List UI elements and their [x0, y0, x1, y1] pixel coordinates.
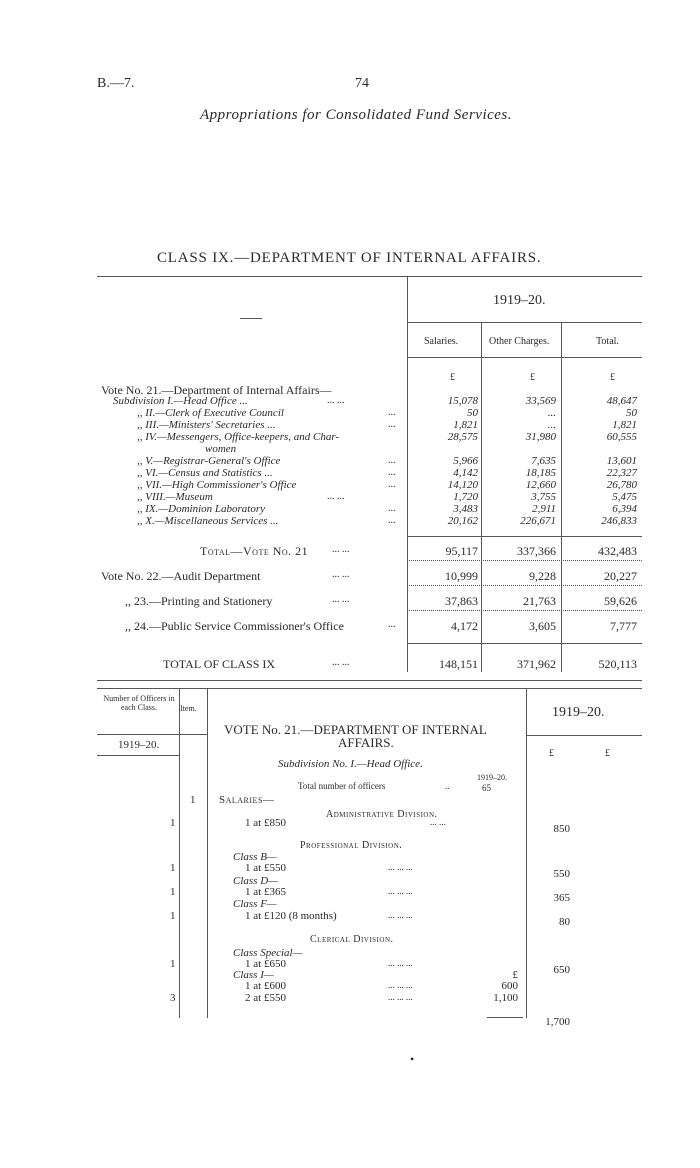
salaries-value: 1,821: [453, 419, 478, 431]
detail-sum-rule: [487, 1017, 523, 1018]
vote23-dots: ... ...: [332, 594, 350, 605]
detail-value-2: 365: [553, 892, 570, 904]
leader-dots: ...: [388, 467, 396, 478]
officers-count: 65: [482, 783, 491, 793]
total-value: 50: [626, 407, 637, 419]
vote24-label: ,, 24.—Public Service Commissioner's Office: [125, 619, 344, 633]
salaries-value: 5,966: [453, 455, 478, 467]
other-charges-value: 31,980: [525, 431, 556, 443]
officers-header-rule: [97, 734, 179, 735]
summary-divider: [407, 276, 408, 672]
subdivision-label: ,, IV.—Messengers, Office-keepers, and Char-: [137, 431, 340, 443]
vote24-salaries: 4,172: [451, 619, 478, 633]
detail-dots: ... ... ...: [388, 980, 413, 990]
detail-dots: ... ... ...: [388, 910, 413, 920]
detail-row-text: Class I—: [233, 969, 274, 981]
subdivision-label: ,, VIII.—Museum: [137, 491, 213, 503]
other-charges-value: ...: [547, 407, 556, 419]
leader-dots: ...: [388, 455, 396, 466]
class-title: CLASS IX.—DEPARTMENT OF INTERNAL AFFAIRS.: [157, 250, 542, 266]
officer-count: 1: [170, 958, 176, 970]
detail-row-text: 1 at £850: [245, 817, 286, 829]
detail-row-text: Class B—: [233, 851, 277, 863]
vote22-salaries: 10,999: [445, 569, 478, 583]
page-number: 74: [355, 76, 369, 91]
detail-pound-1: £: [549, 748, 554, 759]
summary-bottom-rule: [407, 643, 642, 644]
detail-row-text: 1 at £365: [245, 886, 286, 898]
admin-division: Administrative Division.: [326, 809, 438, 820]
currency-salaries: £: [450, 372, 455, 383]
total_vote21-other: 337,366: [517, 544, 556, 558]
total-value: 60,555: [606, 431, 637, 443]
col-divider-1: [481, 322, 482, 672]
total-value: 6,394: [612, 503, 637, 515]
salaries-value: 3,483: [453, 503, 478, 515]
leader-dots: ... ...: [327, 395, 345, 406]
vote21-title: Vote No. 21.—Department of Internal Affairs—: [101, 383, 332, 397]
vote24-total: 7,777: [610, 619, 637, 633]
detail-value-2: 650: [553, 964, 570, 976]
salaries-value: 20,162: [447, 515, 478, 527]
detail-row-text: Class Special—: [233, 947, 303, 959]
other-charges-value: 12,660: [525, 479, 556, 491]
page-title: Appropriations for Consolidated Fund Services.: [200, 107, 513, 123]
officer-count: 1: [170, 886, 176, 898]
page-ref: B.—7.: [97, 76, 135, 91]
detail-pound-2: £: [605, 748, 610, 759]
detail-row-text: 2 at £550: [245, 992, 286, 1004]
detail-dots: ... ... ...: [388, 958, 413, 968]
salaries-value: 14,120: [447, 479, 478, 491]
vote22-label: Vote No. 22.—Audit Department: [101, 569, 261, 583]
page-mark: •: [410, 1052, 415, 1066]
leader-dots: ...: [388, 515, 396, 526]
other-charges-value: 33,569: [525, 395, 556, 407]
currency-other: £: [530, 372, 535, 383]
salaries-value: 1,720: [453, 491, 478, 503]
subdivision-label: Subdivision I.—Head Office ...: [113, 395, 248, 407]
detail-year-rule: [526, 735, 642, 736]
leader-dots: ... ...: [327, 491, 345, 502]
subdivision-label: ,, IX.—Dominion Laboratory: [137, 503, 266, 515]
item-header-rule: [179, 734, 207, 735]
total-value: 13,601: [606, 455, 637, 467]
grand_total-dots: ... ...: [332, 657, 350, 668]
salaries-label: Salaries—: [219, 794, 275, 806]
vote21-heading-1: VOTE No. 21.—DEPARTMENT OF INTERNAL: [224, 722, 487, 737]
subdivision-label: ,, X.—Miscellaneous Services ...: [137, 515, 279, 527]
item-number: 1: [190, 794, 196, 806]
vote22-other: 9,228: [529, 569, 556, 583]
total_vote21-salaries: 95,117: [445, 544, 478, 558]
vote23-other: 21,763: [523, 594, 556, 608]
detail-value-2: 850: [553, 823, 570, 835]
grand_total-salaries: 148,151: [439, 657, 478, 671]
subdivision-label: ,, III.—Ministers' Secretaries ...: [137, 419, 276, 431]
vote21-heading-2: AFFAIRS.: [338, 735, 394, 750]
subdivision-label: ,, II.—Clerk of Executive Council: [137, 407, 284, 419]
other-charges-value: 2,911: [532, 503, 556, 515]
col-total: Total.: [596, 336, 619, 347]
officer-count: 1: [170, 910, 176, 922]
detail-dots: ... ... ...: [388, 862, 413, 872]
other-charges-value: ...: [547, 419, 556, 431]
detail-dots: ... ... ...: [388, 992, 413, 1002]
grand_total-other: 371,962: [517, 657, 556, 671]
detail-row-text: 1 at £600: [245, 980, 286, 992]
detail-value-1: 600: [501, 980, 518, 992]
subdivision-label: ,, VII.—High Commissioner's Office: [137, 479, 297, 491]
total-value: 1,821: [612, 419, 637, 431]
summary-top-rule: [97, 276, 642, 277]
leader-dots: ...: [388, 503, 396, 514]
other-charges-value: 3,755: [531, 491, 556, 503]
subdivision-label: ,, VI.—Census and Statistics ...: [137, 467, 273, 479]
leader-dots: ...: [388, 419, 396, 430]
detail-dots: ... ... ...: [388, 886, 413, 896]
vote23-salaries: 37,863: [445, 594, 478, 608]
salaries-value: 50: [467, 407, 478, 419]
detail-year: 1919–20.: [552, 705, 605, 720]
total-sep-b: [407, 585, 642, 586]
grand_total-total: 520,113: [598, 657, 637, 671]
officers-year: 1919–20.: [118, 739, 160, 751]
officers-year-rule: [97, 755, 179, 756]
detail-value-1: £: [512, 969, 518, 981]
col-item-header: Item.: [180, 704, 197, 713]
detail-row-text: 1 at £550: [245, 862, 286, 874]
short-rule: [240, 318, 262, 319]
total_vote21-dots: ... ...: [332, 544, 350, 555]
col-other-charges: Other Charges.: [489, 336, 550, 347]
officer-count: 1: [170, 817, 176, 829]
other-charges-value: 226,671: [520, 515, 556, 527]
total-value: 26,780: [606, 479, 637, 491]
total-value: 22,327: [606, 467, 637, 479]
officers-year-small: 1919–20.: [477, 773, 507, 782]
vote23-total: 59,626: [604, 594, 637, 608]
col-salaries: Salaries.: [424, 336, 459, 347]
detail-vline-3: [526, 688, 527, 1018]
leader-dots: ...: [388, 407, 396, 418]
total-sep-a: [407, 560, 642, 561]
vote24-dots: ...: [388, 619, 396, 630]
currency-total: £: [610, 372, 615, 383]
clerical-division: Clerical Division.: [310, 934, 394, 945]
detail-row-text: Class D—: [233, 875, 278, 887]
year-rule: [407, 322, 642, 323]
detail-dots: ... ...: [430, 817, 446, 827]
detail-vline-2: [207, 688, 208, 1018]
col-officers-header: Number of Officers in each Class.: [103, 694, 175, 712]
salaries-value: 4,142: [453, 467, 478, 479]
summary-year: 1919–20.: [493, 293, 546, 308]
vote23-label: ,, 23.—Printing and Stationery: [125, 594, 273, 608]
detail-row-text: 1 at £120 (8 months): [245, 910, 337, 922]
detail-value-2: 80: [559, 916, 570, 928]
vote24-other: 3,605: [529, 619, 556, 633]
detail-value-2: 1,700: [545, 1016, 570, 1028]
vote22-total: 20,227: [604, 569, 637, 583]
grand_total-label: TOTAL OF CLASS IX: [163, 657, 276, 671]
detail-value-1: 1,100: [493, 992, 518, 1004]
total_vote21-label: Total—Vote No. 21: [200, 544, 309, 558]
prof-division: Professional Division.: [300, 840, 403, 851]
other-charges-value: 7,635: [531, 455, 556, 467]
detail-row-text: Class F—: [233, 898, 277, 910]
total-value: 246,833: [601, 515, 637, 527]
col-divider-2: [561, 322, 562, 672]
header-bottom-rule: [407, 357, 642, 358]
subdivision-heading: Subdivision No. I.—Head Office.: [278, 758, 423, 770]
total-value: 5,475: [612, 491, 637, 503]
detail-value-2: 550: [553, 868, 570, 880]
detail-row-text: 1 at £650: [245, 958, 286, 970]
other-charges-value: 18,185: [525, 467, 556, 479]
total-sep-c: [407, 610, 642, 611]
subdivision-label: ,, V.—Registrar-General's Office: [137, 455, 281, 467]
leader-dots: ...: [388, 479, 396, 490]
subdivision-label: women: [205, 443, 237, 455]
officer-count: 3: [170, 992, 176, 1004]
total-value: 48,647: [606, 395, 637, 407]
salaries-value: 15,078: [447, 395, 478, 407]
officers-dots: ..: [445, 781, 450, 791]
salaries-value: 28,575: [447, 431, 478, 443]
officer-count: 1: [170, 862, 176, 874]
total_vote21-total: 432,483: [598, 544, 637, 558]
vote22-dots: ... ...: [332, 569, 350, 580]
total-rule-1: [407, 536, 642, 537]
summary-end-rule: [97, 680, 642, 681]
officers-label: Total number of officers: [298, 781, 386, 791]
detail-vline-1: [179, 688, 180, 1018]
